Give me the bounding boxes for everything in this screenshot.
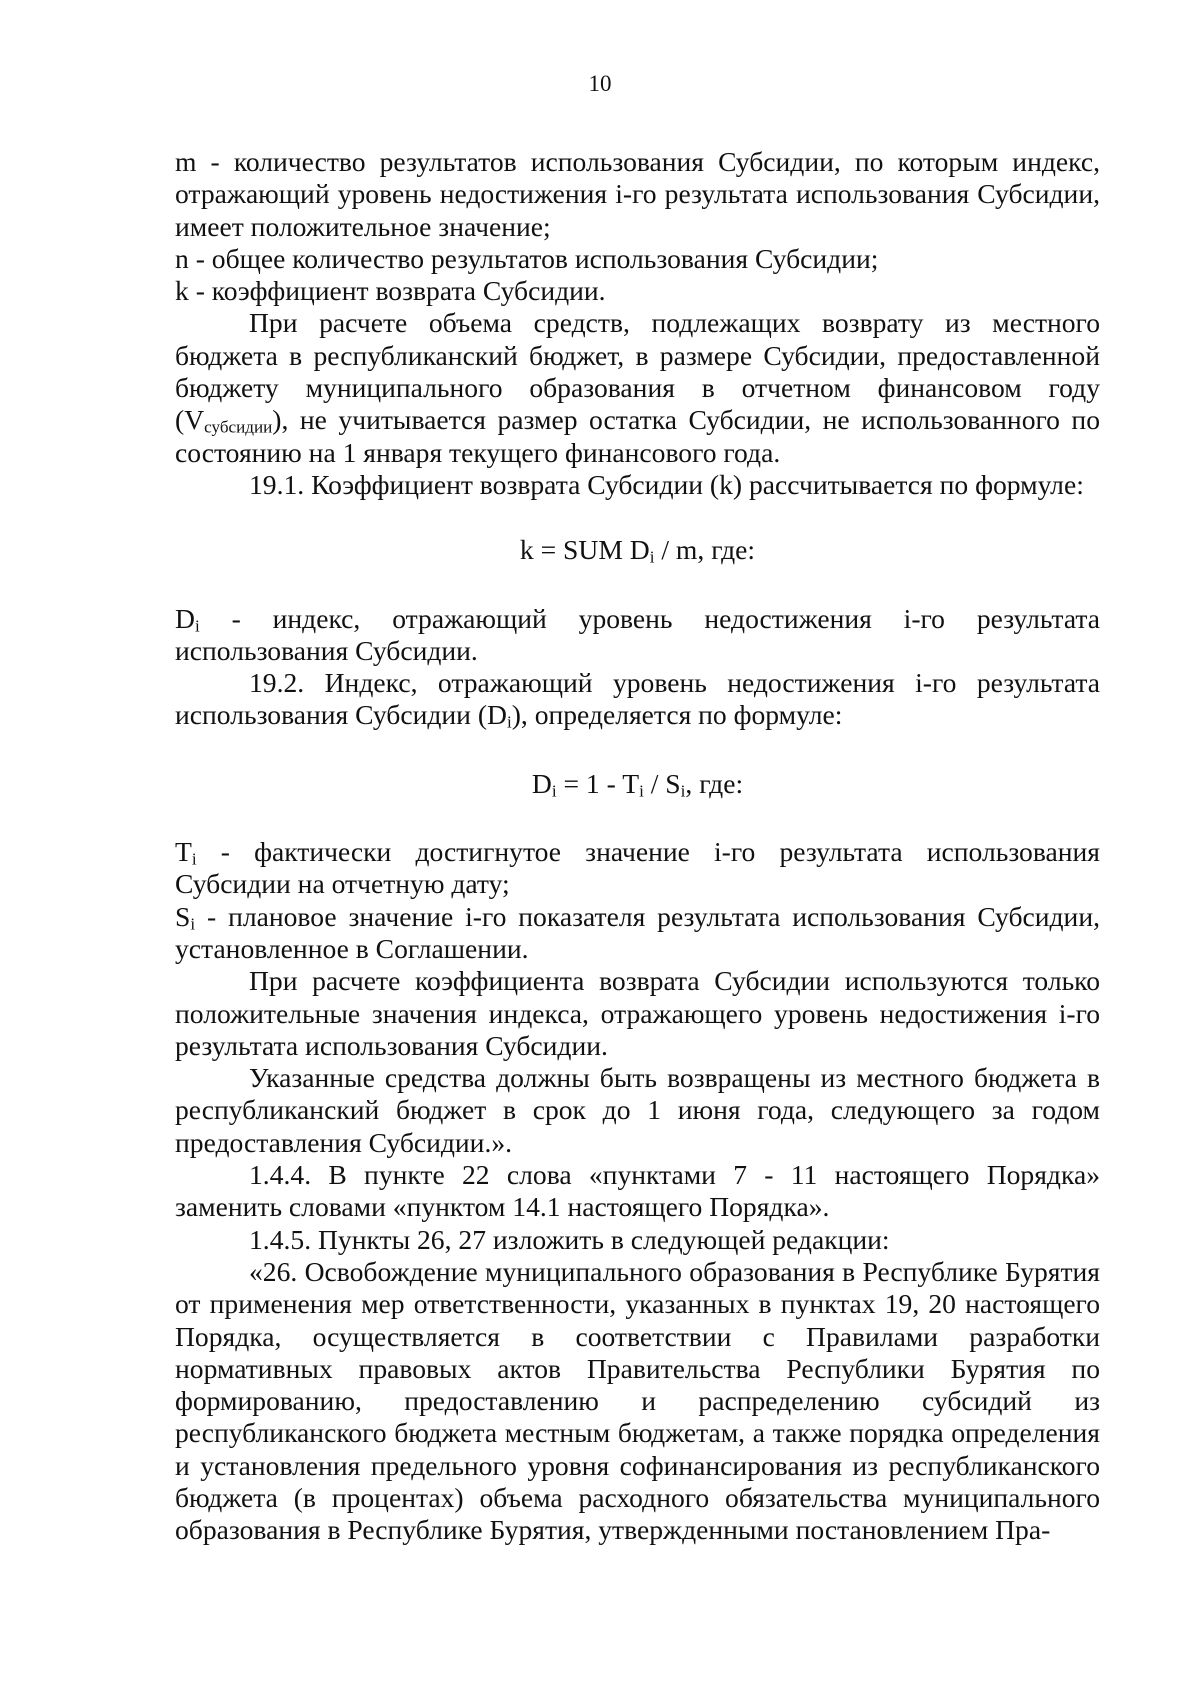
formula-segment: , где: xyxy=(685,767,744,799)
paragraph-di-definition xyxy=(175,603,1100,668)
paragraph-1-4-4: 1.4.4. В пункте 22 слова «пунктами 7 - 11 настоящего Порядка» заменить словами «пунктом 14.1 настоящего Порядка». xyxy=(175,1159,1100,1223)
text-segment: D xyxy=(175,602,195,634)
text-segment: - фактически достигнутое значение i-го результата использования Субсидии на отчетную дату; xyxy=(175,836,1100,900)
subscript: i xyxy=(191,849,197,869)
paragraph-n-definition: n - общее количество результатов использования Субсидии; xyxy=(175,242,879,274)
paragraph-19-2 xyxy=(175,667,1100,732)
paragraph-26: «26. Освобождение муниципального образования в Республике Бурятия от применения мер ответственности, указанных в пунктах 19, 20 настоящего Порядка, осуществляется в соответствии с Правилами разработки нормативных правовых актов Правительства Республики Бурятия по формированию, предоставлению и распределению субсидий из республиканского бюджета местным бюджетам, а также порядка определения и установления предельного уровня софинансирования из республиканского бюджета (в процентах) объема расходного обязательства муниципального образования в Республике Бурятия, утвержденными постановлением Пра- xyxy=(175,1255,1100,1546)
paragraph-k-definition: k - коэффициент возврата Субсидии. xyxy=(175,275,606,307)
formula-segment: k = SUM D xyxy=(519,534,650,566)
page-number: 10 xyxy=(588,71,612,96)
subscript: i xyxy=(551,781,557,801)
text-segment: При расчете объема средств, подлежащих возврату из местного бюджета в республиканский бюджет, в размере Субсидии, предоставленной бюджету муниципального образования в отчетном финансовом году (V xyxy=(175,307,1100,436)
subscript: i xyxy=(680,781,686,801)
subscript: субсидии xyxy=(204,417,273,437)
paragraph-subsidy-volume xyxy=(175,307,1100,468)
text-segment: ), определяется по формуле: xyxy=(511,699,843,731)
paragraph-si-definition xyxy=(175,901,1100,966)
text-segment: - плановое значение i-го показателя результата использования Субсидии, установленное в Соглашении. xyxy=(175,900,1100,964)
text-segment: ), не учитывается размер остатка Субсидии, не использованного по состоянию на 1 января текущего финансового года. xyxy=(175,404,1100,468)
paragraph-m-definition: m - количество результатов использования Субсидии, по которым индекс, отражающий уровень недостижения i-го результата использования Субсидии, имеет положительное значение; xyxy=(175,146,1100,242)
formula-di xyxy=(175,768,1100,800)
subscript: i xyxy=(506,712,512,732)
text-segment: 19.2. Индекс, отражающий уровень недостижения i-го результата использования Субсидии (D xyxy=(175,667,1100,731)
subscript: i xyxy=(190,914,196,934)
formula-segment: / S xyxy=(643,767,681,799)
formula-segment: D xyxy=(531,767,552,799)
formula-segment: / m, где: xyxy=(654,534,756,566)
paragraph-19-1: 19.1. Коэффициент возврата Субсидии (k) рассчитывается по формуле: xyxy=(249,468,1084,500)
paragraph-1-4-5: 1.4.5. Пункты 26, 27 изложить в следующей редакции: xyxy=(249,1223,890,1255)
formula-segment: = 1 - T xyxy=(556,767,640,799)
subscript: i xyxy=(639,781,644,801)
text-segment: T xyxy=(175,836,192,868)
text-segment: S xyxy=(175,900,191,932)
paragraph-positive-values: При расчете коэффициента возврата Субсидии используются только положительные значения индекса, отражающего уровень недостижения i-го результата использования Субсидии. xyxy=(175,965,1100,1061)
paragraph-ti-definition xyxy=(175,836,1100,901)
paragraph-return-deadline: Указанные средства должны быть возвращены из местного бюджета в республиканский бюджет в срок до 1 июня года, следующего за годом предоставления Субсидии.». xyxy=(175,1062,1100,1158)
formula-k xyxy=(175,534,1100,566)
subscript: i xyxy=(649,547,655,567)
document-body xyxy=(175,146,1100,1547)
subscript: i xyxy=(194,615,200,635)
text-segment: - индекс, отражающий уровень недостижения i-го результата использования Субсидии. xyxy=(175,602,1100,666)
